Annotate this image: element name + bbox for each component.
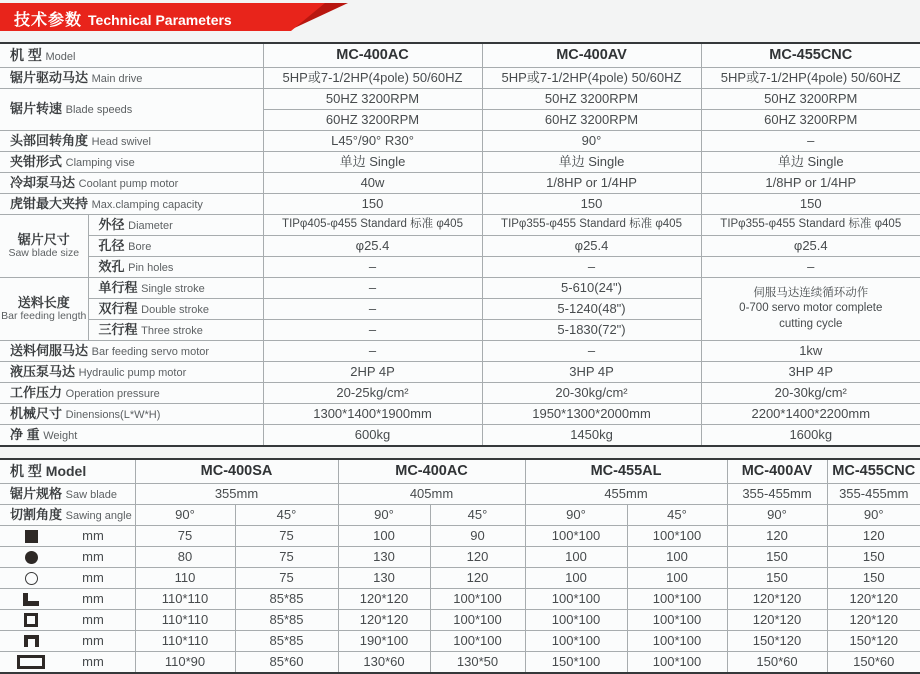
cell: 110 (135, 568, 235, 589)
cell: 75 (235, 526, 338, 547)
cell: 单边 Single (482, 152, 701, 173)
cell: 1600kg (701, 425, 920, 447)
cell: 1450kg (482, 425, 701, 447)
sub-row-label: 双行程 Double stroke (88, 299, 263, 320)
cell: 355mm (135, 484, 338, 505)
spec-row-pressure (0, 383, 920, 404)
cell: 130 (338, 568, 430, 589)
profile-label: mm (0, 547, 135, 568)
cell: 90 (430, 526, 525, 547)
cell: 1300*1400*1900mm (263, 404, 482, 425)
cell: 1/8HP or 1/4HP (701, 173, 920, 194)
section-banner (0, 3, 920, 33)
cell: 150 (701, 194, 920, 215)
model-name: MC-400AV (727, 459, 827, 484)
cell: φ25.4 (482, 236, 701, 257)
cell: 190*100 (338, 631, 430, 652)
cell: TIPφ405-φ455 Standard 标准 φ405 (263, 215, 482, 236)
cell: 100*100 (525, 631, 627, 652)
cell: 110*90 (135, 652, 235, 674)
capacity-row-square-solid (0, 526, 920, 547)
profile-label: mm (0, 631, 135, 652)
cell: 85*85 (235, 589, 338, 610)
cell: 90° (135, 505, 235, 526)
cell: 100 (627, 568, 727, 589)
cell: 单边 Single (263, 152, 482, 173)
profile-label: mm (0, 568, 135, 589)
row-label: 净 重 Weight (0, 425, 263, 447)
angle-l-icon (23, 593, 39, 606)
cell: 120*120 (827, 589, 920, 610)
profile-label: mm (0, 589, 135, 610)
cell: 405mm (338, 484, 525, 505)
row-label: 机 型 Model (0, 459, 135, 484)
cell: 75 (235, 547, 338, 568)
rect-hollow-icon (17, 655, 45, 669)
spec-row-max-clamping (0, 194, 920, 215)
row-label: 工作压力 Operation pressure (0, 383, 263, 404)
model-name: MC-400SA (135, 459, 338, 484)
cell: 100*100 (430, 589, 525, 610)
cell: 90° (727, 505, 827, 526)
row-label: 锯片驱动马达 Main drive (0, 68, 263, 89)
channel-icon (24, 635, 39, 647)
row-label: 机 型 Model (0, 43, 263, 68)
square-solid-icon (25, 530, 38, 543)
cell: 120 (827, 526, 920, 547)
spec-row-servo-motor (0, 341, 920, 362)
cell: 100*100 (627, 610, 727, 631)
cell: 2200*1400*2200mm (701, 404, 920, 425)
cell: – (263, 257, 482, 278)
cell: 110*110 (135, 610, 235, 631)
spec-row-hydraulic-pump (0, 362, 920, 383)
cell: 130 (338, 547, 430, 568)
spec-row-head-swivel (0, 131, 920, 152)
cell: 50HZ 3200RPM (482, 89, 701, 110)
cell: 单边 Single (701, 152, 920, 173)
cell: 20-30kg/cm² (701, 383, 920, 404)
cell: 50HZ 3200RPM (701, 89, 920, 110)
cell: 110*110 (135, 589, 235, 610)
cell: – (701, 257, 920, 278)
model-name: MC-455CNC (827, 459, 920, 484)
cell: 90° (482, 131, 701, 152)
cell: TIPφ355-φ455 Standard 标准 φ405 (482, 215, 701, 236)
cell: 150*120 (827, 631, 920, 652)
cell: 120 (430, 547, 525, 568)
section-title-cn: 技术参数 (14, 12, 83, 29)
cell: 100*100 (627, 652, 727, 674)
cell: 3HP 4P (482, 362, 701, 383)
cell: – (482, 257, 701, 278)
row-label: 锯片规格 Saw blade (0, 484, 135, 505)
cell: – (263, 341, 482, 362)
cell: 40w (263, 173, 482, 194)
capacity-row-circle-hollow (0, 568, 920, 589)
cell: 90° (525, 505, 627, 526)
spec-table (0, 42, 920, 447)
cell: 150*60 (827, 652, 920, 674)
cut-model-row (0, 459, 920, 484)
cell: 355-455mm (827, 484, 920, 505)
cell: – (263, 320, 482, 341)
cell: 150*120 (727, 631, 827, 652)
cell: 455mm (525, 484, 727, 505)
cell: 60HZ 3200RPM (482, 110, 701, 131)
cell: 100*100 (525, 610, 627, 631)
cell: 1950*1300*2000mm (482, 404, 701, 425)
cell: 120*120 (727, 610, 827, 631)
cell: 120*120 (827, 610, 920, 631)
model-name: MC-455CNC (701, 43, 920, 68)
cell: 100 (338, 526, 430, 547)
profile-label: mm (0, 526, 135, 547)
cell: 85*85 (235, 610, 338, 631)
spec-row-blade-speeds-50 (0, 89, 920, 110)
profile-label: mm (0, 610, 135, 631)
row-label: 机械尺寸 Dinensions(L*W*H) (0, 404, 263, 425)
spec-row-clamping-vise (0, 152, 920, 173)
cell: 600kg (263, 425, 482, 447)
cell: 150*100 (525, 652, 627, 674)
row-label: 锯片转速 Blade speeds (0, 89, 263, 131)
sub-row-label: 孔径 Bore (88, 236, 263, 257)
model-name: MC-400AC (338, 459, 525, 484)
section-title (14, 7, 232, 30)
cell: 5-610(24") (482, 278, 701, 299)
model-name: MC-455AL (525, 459, 727, 484)
cell: 120 (430, 568, 525, 589)
cell: 120*120 (338, 589, 430, 610)
cell: 50HZ 3200RPM (263, 89, 482, 110)
cell: 5HP或7-1/2HP(4pole) 50/60HZ (701, 68, 920, 89)
cell: 5HP或7-1/2HP(4pole) 50/60HZ (263, 68, 482, 89)
cell: 150 (827, 547, 920, 568)
cell: 100 (525, 547, 627, 568)
cell: 5-1830(72") (482, 320, 701, 341)
cell: 150 (263, 194, 482, 215)
cell: 3HP 4P (701, 362, 920, 383)
row-label: 夹钳形式 Clamping vise (0, 152, 263, 173)
cell: L45°/90° R30° (263, 131, 482, 152)
cell: 120*120 (727, 589, 827, 610)
cell: 2HP 4P (263, 362, 482, 383)
spec-row-single-stroke (0, 278, 920, 299)
row-label: 冷却泵马达 Coolant pump motor (0, 173, 263, 194)
cell: 1kw (701, 341, 920, 362)
cell: 60HZ 3200RPM (701, 110, 920, 131)
cell: 20-25kg/cm² (263, 383, 482, 404)
cutting-capacity-table (0, 458, 920, 674)
cell: 1/8HP or 1/4HP (482, 173, 701, 194)
spec-row-bore (0, 236, 920, 257)
cell: 45° (627, 505, 727, 526)
spec-row-pin-holes (0, 257, 920, 278)
spec-row-dimensions (0, 404, 920, 425)
cell: 75 (135, 526, 235, 547)
sub-row-label: 外径 Diameter (88, 215, 263, 236)
capacity-row-channel (0, 631, 920, 652)
capacity-row-square-hollow (0, 610, 920, 631)
cell: 45° (430, 505, 525, 526)
profile-label: mm (0, 652, 135, 674)
row-label: 液压泵马达 Hydraulic pump motor (0, 362, 263, 383)
cell: – (263, 299, 482, 320)
model-name: MC-400AC (263, 43, 482, 68)
group-label-bar-feeding-length: 送料长度 Bar feeding length (0, 278, 88, 341)
capacity-row-angle (0, 589, 920, 610)
capacity-row-rect-hollow (0, 652, 920, 674)
spec-row-main-drive (0, 68, 920, 89)
cell: 5-1240(48") (482, 299, 701, 320)
cell: 100*100 (525, 526, 627, 547)
cell: TIPφ355-φ455 Standard 标准 φ405 (701, 215, 920, 236)
cell: 150 (727, 547, 827, 568)
cell: 5HP或7-1/2HP(4pole) 50/60HZ (482, 68, 701, 89)
cell: 130*60 (338, 652, 430, 674)
row-label: 送料伺服马达 Bar feeding servo motor (0, 341, 263, 362)
cell: φ25.4 (701, 236, 920, 257)
cell: 100*100 (627, 589, 727, 610)
spec-row-weight (0, 425, 920, 447)
sub-row-label: 单行程 Single stroke (88, 278, 263, 299)
cell: 75 (235, 568, 338, 589)
spec-row-diameter (0, 215, 920, 236)
cell: 150 (827, 568, 920, 589)
cut-blade-row (0, 484, 920, 505)
row-label: 切割角度 Sawing angle (0, 505, 135, 526)
cell: 100*100 (430, 631, 525, 652)
cell: 100 (525, 568, 627, 589)
row-label: 虎钳最大夹持 Max.clamping capacity (0, 194, 263, 215)
cell: – (263, 278, 482, 299)
cell: 100*100 (430, 610, 525, 631)
cell: 150*60 (727, 652, 827, 674)
cell: 45° (235, 505, 338, 526)
model-name: MC-400AV (482, 43, 701, 68)
cell: 100*100 (627, 526, 727, 547)
cell: 120 (727, 526, 827, 547)
sub-row-label: 三行程 Three stroke (88, 320, 263, 341)
cell: 80 (135, 547, 235, 568)
cell: 85*85 (235, 631, 338, 652)
cell: 90° (827, 505, 920, 526)
cell: – (701, 131, 920, 152)
spec-model-row (0, 43, 920, 68)
cell: 355-455mm (727, 484, 827, 505)
circle-solid-icon (25, 551, 38, 564)
cell: 90° (338, 505, 430, 526)
cell: 130*50 (430, 652, 525, 674)
cell: 120*120 (338, 610, 430, 631)
cell: 60HZ 3200RPM (263, 110, 482, 131)
cell-servo-cycle-note: 伺服马达连续循环动作 0-700 servo motor complete cutting cycle (701, 278, 920, 341)
cell: 100*100 (525, 589, 627, 610)
square-hollow-icon (24, 613, 38, 627)
capacity-row-circle-solid (0, 547, 920, 568)
cell: – (482, 341, 701, 362)
cell: 85*60 (235, 652, 338, 674)
cell: 100 (627, 547, 727, 568)
row-label: 头部回转角度 Head swivel (0, 131, 263, 152)
circle-hollow-icon (25, 572, 38, 585)
cut-angle-row (0, 505, 920, 526)
cell: 100*100 (627, 631, 727, 652)
sub-row-label: 效孔 Pin holes (88, 257, 263, 278)
cell: φ25.4 (263, 236, 482, 257)
cell: 110*110 (135, 631, 235, 652)
cell: 20-30kg/cm² (482, 383, 701, 404)
section-title-en: Technical Parameters (88, 12, 232, 28)
group-label-saw-blade-size: 锯片尺寸 Saw blade size (0, 215, 88, 278)
cell: 150 (482, 194, 701, 215)
spec-row-coolant-pump (0, 173, 920, 194)
cell: 150 (727, 568, 827, 589)
